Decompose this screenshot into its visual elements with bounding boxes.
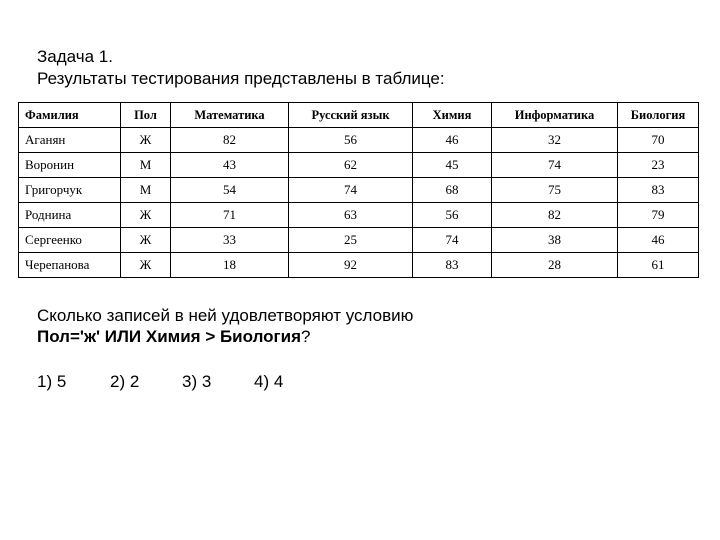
answer-option-3[interactable]: 3) 3	[182, 372, 212, 391]
header-math: Математика	[171, 103, 289, 128]
cell-informatics: 32	[492, 128, 618, 153]
cell-russian: 56	[289, 128, 413, 153]
table-row	[19, 228, 699, 253]
cell-surname: Аганян	[19, 128, 121, 153]
answer-option-2[interactable]: 2) 2	[110, 372, 140, 391]
cell-chemistry: 45	[413, 153, 492, 178]
cell-surname: Воронин	[19, 153, 121, 178]
cell-surname: Григорчук	[19, 178, 121, 203]
cell-chemistry: 46	[413, 128, 492, 153]
table-row	[19, 128, 699, 153]
condition-expression: Пол='ж' ИЛИ Химия > Биология	[37, 327, 302, 346]
question-condition	[37, 327, 310, 347]
header-informatics: Информатика	[492, 103, 618, 128]
task-title: Задача 1.	[37, 47, 113, 66]
cell-informatics: 74	[492, 153, 618, 178]
cell-math: 82	[171, 128, 289, 153]
cell-russian: 62	[289, 153, 413, 178]
cell-russian: 25	[289, 228, 413, 253]
header-chemistry: Химия	[413, 103, 492, 128]
table-row	[19, 153, 699, 178]
condition-question-mark: ?	[301, 327, 311, 346]
question-text: Сколько записей в ней удовлетворяют условию	[37, 306, 414, 325]
cell-biology: 61	[618, 253, 699, 278]
cell-gender: Ж	[121, 203, 171, 228]
results-table	[18, 102, 699, 278]
cell-gender: Ж	[121, 128, 171, 153]
header-surname: Фамилия	[19, 103, 121, 128]
cell-math: 43	[171, 153, 289, 178]
cell-informatics: 28	[492, 253, 618, 278]
task-intro: Результаты тестирования представлены в таблице:	[37, 69, 445, 88]
table-header-row	[19, 103, 699, 128]
cell-chemistry: 74	[413, 228, 492, 253]
cell-informatics: 75	[492, 178, 618, 203]
cell-biology: 23	[618, 153, 699, 178]
cell-chemistry: 56	[413, 203, 492, 228]
cell-chemistry: 83	[413, 253, 492, 278]
cell-informatics: 82	[492, 203, 618, 228]
cell-surname: Сергеенко	[19, 228, 121, 253]
cell-gender: Ж	[121, 253, 171, 278]
cell-russian: 92	[289, 253, 413, 278]
table-row	[19, 203, 699, 228]
cell-math: 54	[171, 178, 289, 203]
cell-russian: 74	[289, 178, 413, 203]
cell-biology: 83	[618, 178, 699, 203]
cell-biology: 46	[618, 228, 699, 253]
cell-surname: Роднина	[19, 203, 121, 228]
cell-surname: Черепанова	[19, 253, 121, 278]
cell-gender: М	[121, 178, 171, 203]
cell-informatics: 38	[492, 228, 618, 253]
header-biology: Биология	[618, 103, 699, 128]
cell-russian: 63	[289, 203, 413, 228]
cell-math: 71	[171, 203, 289, 228]
cell-math: 18	[171, 253, 289, 278]
cell-biology: 79	[618, 203, 699, 228]
table-row	[19, 253, 699, 278]
cell-gender: Ж	[121, 228, 171, 253]
answer-option-4[interactable]: 4) 4	[254, 372, 284, 391]
header-gender: Пол	[121, 103, 171, 128]
cell-biology: 70	[618, 128, 699, 153]
cell-gender: М	[121, 153, 171, 178]
cell-math: 33	[171, 228, 289, 253]
cell-chemistry: 68	[413, 178, 492, 203]
table-row	[19, 178, 699, 203]
header-russian: Русский язык	[289, 103, 413, 128]
answer-option-1[interactable]: 1) 5	[37, 372, 67, 391]
